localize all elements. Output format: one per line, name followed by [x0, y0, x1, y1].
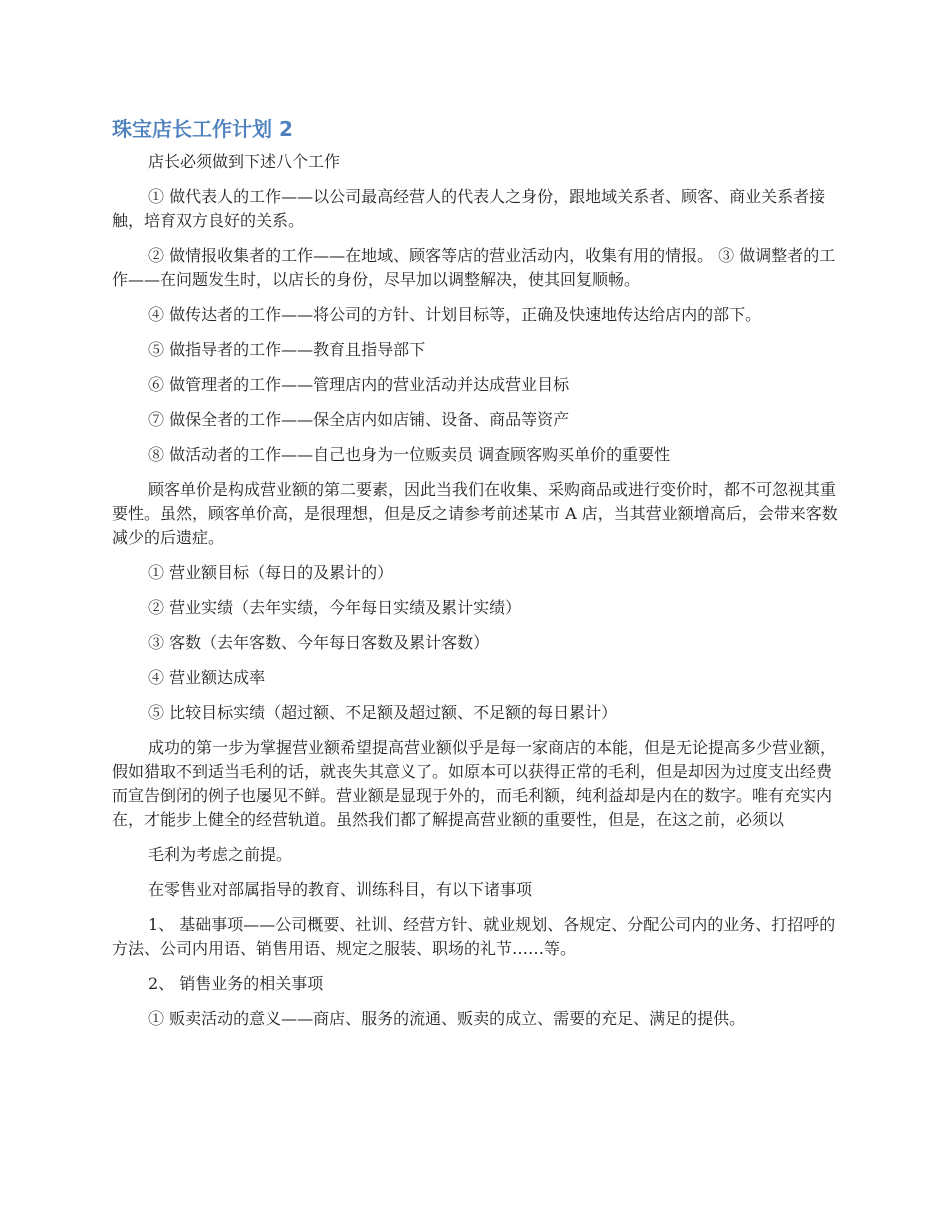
paragraph: ⑧ 做活动者的工作——自己也身为一位贩卖员 调查顾客购买单价的重要性 [148, 445, 671, 464]
paragraph: 在零售业对部属指导的教育、训练科目，有以下诸事项 [148, 880, 533, 899]
paragraph: ③ 客数（去年客数、今年每日客数及累计客数） [148, 633, 490, 652]
paragraph: ⑤ 比较目标实绩（超过额、不足额及超过额、不足额的每日累计） [148, 703, 618, 722]
document-body [112, 150, 840, 1042]
paragraph: ⑤ 做指导者的工作——教育且指导部下 [148, 340, 426, 359]
paragraph: ② 营业实绩（去年实绩，今年每日实绩及累计实绩） [148, 598, 522, 617]
paragraph: ④ 做传达者的工作——将公司的方针、计划目标等，正确及快速地传达给店内的部下。 [148, 305, 762, 324]
paragraph: 1、 基础事项——公司概要、社训、经营方针、就业规划、各规定、分配公司内的业务、打招呼的方法、公司内用语、销售用语、规定之服装、职场的礼节……等。 [112, 915, 836, 958]
paragraph: ⑦ 做保全者的工作——保全店内如店铺、设备、商品等资产 [148, 410, 570, 429]
paragraph: ④ 营业额达成率 [148, 668, 266, 687]
document-title: 珠宝店长工作计划 2 [112, 117, 293, 141]
paragraph: 店长必须做到下述八个工作 [148, 152, 341, 171]
paragraph: 成功的第一步为掌握营业额希望提高营业额似乎是每一家商店的本能，但是无论提高多少营业额，假如猎取不到适当毛利的话，就丧失其意义了。如原本可以获得正常的毛利，但是却因为过度支出经费而宣告倒闭的例子也屡见不鲜。营业额是显现于外的，而毛利额，纯利益却是内在的数字。唯有充实内在，才能步上健全的经营轨道。虽然我们都了解提高营业额的重要性，但是，在这之前，必须以 [112, 738, 837, 829]
paragraph: 毛利为考虑之前提。 [148, 845, 293, 864]
paragraph: ① 营业额目标（每日的及累计的） [148, 563, 394, 582]
paragraph: 2、 销售业务的相关事项 [148, 974, 324, 993]
paragraph: ① 贩卖活动的意义——商店、服务的流通、贩卖的成立、需要的充足、满足的提供。 [148, 1009, 746, 1028]
paragraph: ② 做情报收集者的工作——在地域、顾客等店的营业活动内，收集有用的情报。 ③ 做调整者的工作——在问题发生时，以店长的身份，尽早加以调整解决，使其回复顺畅。 [112, 246, 836, 289]
paragraph: ① 做代表人的工作——以公司最高经营人的代表人之身份，跟地域关系者、顾客、商业关系者接触，培育双方良好的关系。 [112, 187, 826, 230]
paragraph: ⑥ 做管理者的工作——管理店内的营业活动并达成营业目标 [148, 375, 570, 394]
paragraph: 顾客单价是构成营业额的第二要素，因此当我们在收集、采购商品或进行变价时，都不可忽视其重要性。虽然，顾客单价高，是很理想，但是反之请参考前述某市 A 店，当其营业额增高后，会带来客数减少的后遗症。 [112, 480, 838, 547]
